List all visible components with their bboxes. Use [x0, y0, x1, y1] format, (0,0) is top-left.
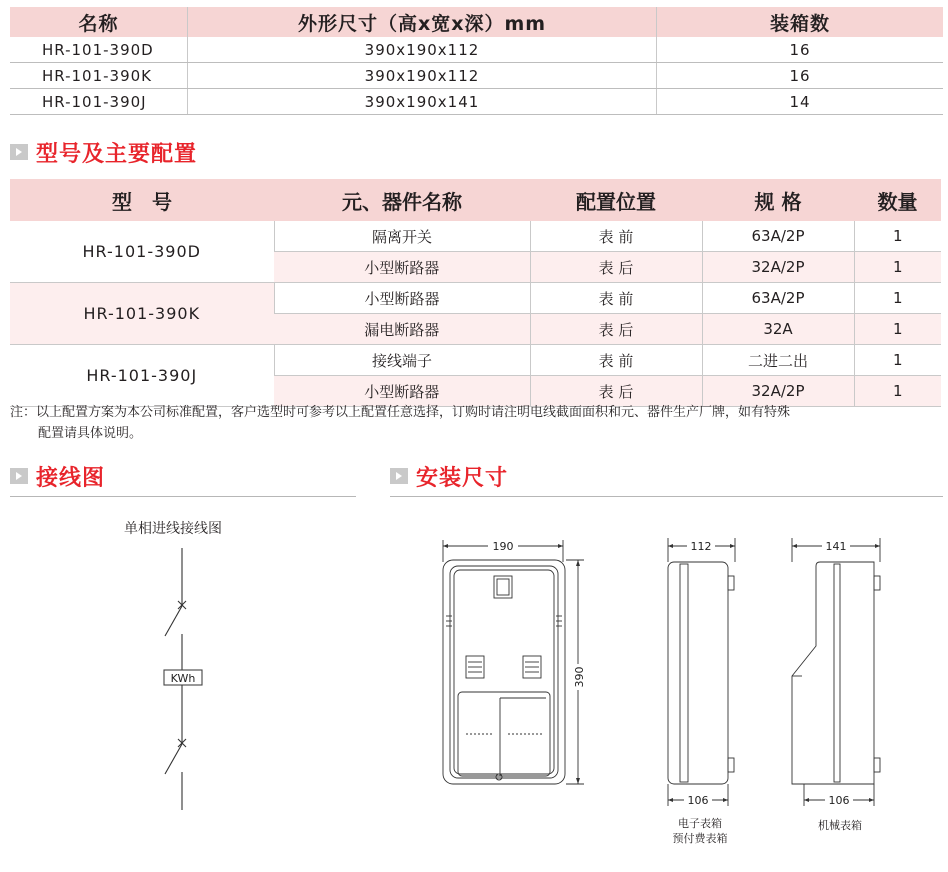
spec-header-name: 名称	[10, 7, 188, 37]
config-cell: 63A/2P	[702, 283, 854, 314]
kwh-meter-label: KWh	[170, 672, 196, 685]
spec-header-dimensions: 外形尺寸（高x宽x深）mm	[188, 7, 657, 37]
install-section-title: 安装尺寸	[416, 465, 509, 491]
spec-cell: 14	[657, 89, 944, 115]
spec-cell: 390x190x112	[188, 63, 657, 89]
spec-table-header	[10, 7, 943, 37]
section-divider	[10, 496, 356, 497]
side2-depth-top-label: 141	[825, 540, 847, 553]
config-cell: 小型断路器	[274, 252, 530, 283]
table-row	[10, 345, 941, 376]
table-row	[10, 89, 943, 115]
spec-cell: 16	[657, 37, 944, 63]
front-width-label: 190	[492, 540, 514, 553]
config-cell: 表 后	[530, 252, 702, 283]
table-row	[10, 63, 943, 89]
footnote-line: 注：以上配置方案为本公司标准配置，客户选型时可参考以上配置任意选择，订购时请注明电线截面面积和元、器件生产厂牌，如有特殊	[10, 405, 791, 420]
install-section-heading	[390, 461, 508, 491]
footnote-line: 配置请具体说明。	[38, 426, 143, 441]
config-header-position: 配置位置	[530, 179, 702, 221]
config-table	[10, 179, 941, 407]
spec-cell: HR-101-390D	[10, 37, 188, 63]
config-model-cell: HR-101-390J	[10, 345, 274, 407]
config-cell: 表 前	[530, 283, 702, 314]
config-cell: 32A/2P	[702, 252, 854, 283]
wiring-section-title: 接线图	[36, 465, 106, 491]
config-header-spec: 规 格	[702, 179, 854, 221]
config-cell: 隔离开关	[274, 221, 530, 252]
config-model-cell: HR-101-390D	[10, 221, 274, 283]
spec-header-box-qty: 装箱数	[657, 7, 944, 37]
side1-depth-top-label: 112	[690, 540, 712, 553]
config-cell: 小型断路器	[274, 376, 530, 407]
side-view-electronic	[660, 536, 744, 808]
section-marker-icon	[390, 468, 408, 484]
config-cell: 小型断路器	[274, 283, 530, 314]
side2-caption: 机械表箱	[818, 819, 862, 832]
table-row	[10, 283, 941, 314]
config-section-title: 型号及主要配置	[36, 141, 198, 167]
config-header-model: 型 号	[10, 179, 274, 221]
config-cell: 32A/2P	[702, 376, 854, 407]
config-cell: 63A/2P	[702, 221, 854, 252]
config-header-component: 元、器件名称	[274, 179, 530, 221]
spec-cell: 390x190x141	[188, 89, 657, 115]
config-cell: 表 前	[530, 221, 702, 252]
config-header-qty: 数量	[854, 179, 941, 221]
table-row	[10, 37, 943, 63]
table-row	[10, 221, 941, 252]
side1-caption-line: 电子表箱	[678, 817, 722, 830]
spec-cell: HR-101-390J	[10, 89, 188, 115]
section-divider	[390, 496, 943, 497]
config-cell: 1	[854, 345, 941, 376]
spec-cell: HR-101-390K	[10, 63, 188, 89]
side1-caption-line: 预付费表箱	[672, 832, 728, 845]
config-cell: 表 后	[530, 314, 702, 345]
side2-depth-bottom-label: 106	[828, 794, 850, 807]
wiring-diagram	[150, 548, 240, 818]
config-cell: 1	[854, 376, 941, 407]
spec-table	[10, 7, 943, 115]
config-cell: 32A	[702, 314, 854, 345]
config-cell: 1	[854, 314, 941, 345]
front-height-label: 390	[573, 666, 586, 688]
wiring-section-heading	[10, 461, 105, 491]
config-model-cell: HR-101-390K	[10, 283, 274, 345]
footnote	[10, 402, 940, 444]
config-cell: 接线端子	[274, 345, 530, 376]
wiring-subtitle: 单相进线接线图	[124, 521, 222, 537]
section-marker-icon	[10, 144, 28, 160]
front-view-drawing	[438, 536, 588, 796]
config-cell: 表 后	[530, 376, 702, 407]
side1-caption	[655, 816, 745, 846]
spec-cell: 16	[657, 63, 944, 89]
config-cell: 1	[854, 221, 941, 252]
config-cell: 漏电断路器	[274, 314, 530, 345]
config-table-header	[10, 179, 941, 221]
side-view-mechanical	[786, 536, 890, 808]
config-cell: 1	[854, 252, 941, 283]
spec-cell: 390x190x112	[188, 37, 657, 63]
config-cell: 二进二出	[702, 345, 854, 376]
section-marker-icon	[10, 468, 28, 484]
side1-depth-bottom-label: 106	[687, 794, 709, 807]
config-section-heading	[10, 137, 197, 167]
config-cell: 1	[854, 283, 941, 314]
config-cell: 表 前	[530, 345, 702, 376]
